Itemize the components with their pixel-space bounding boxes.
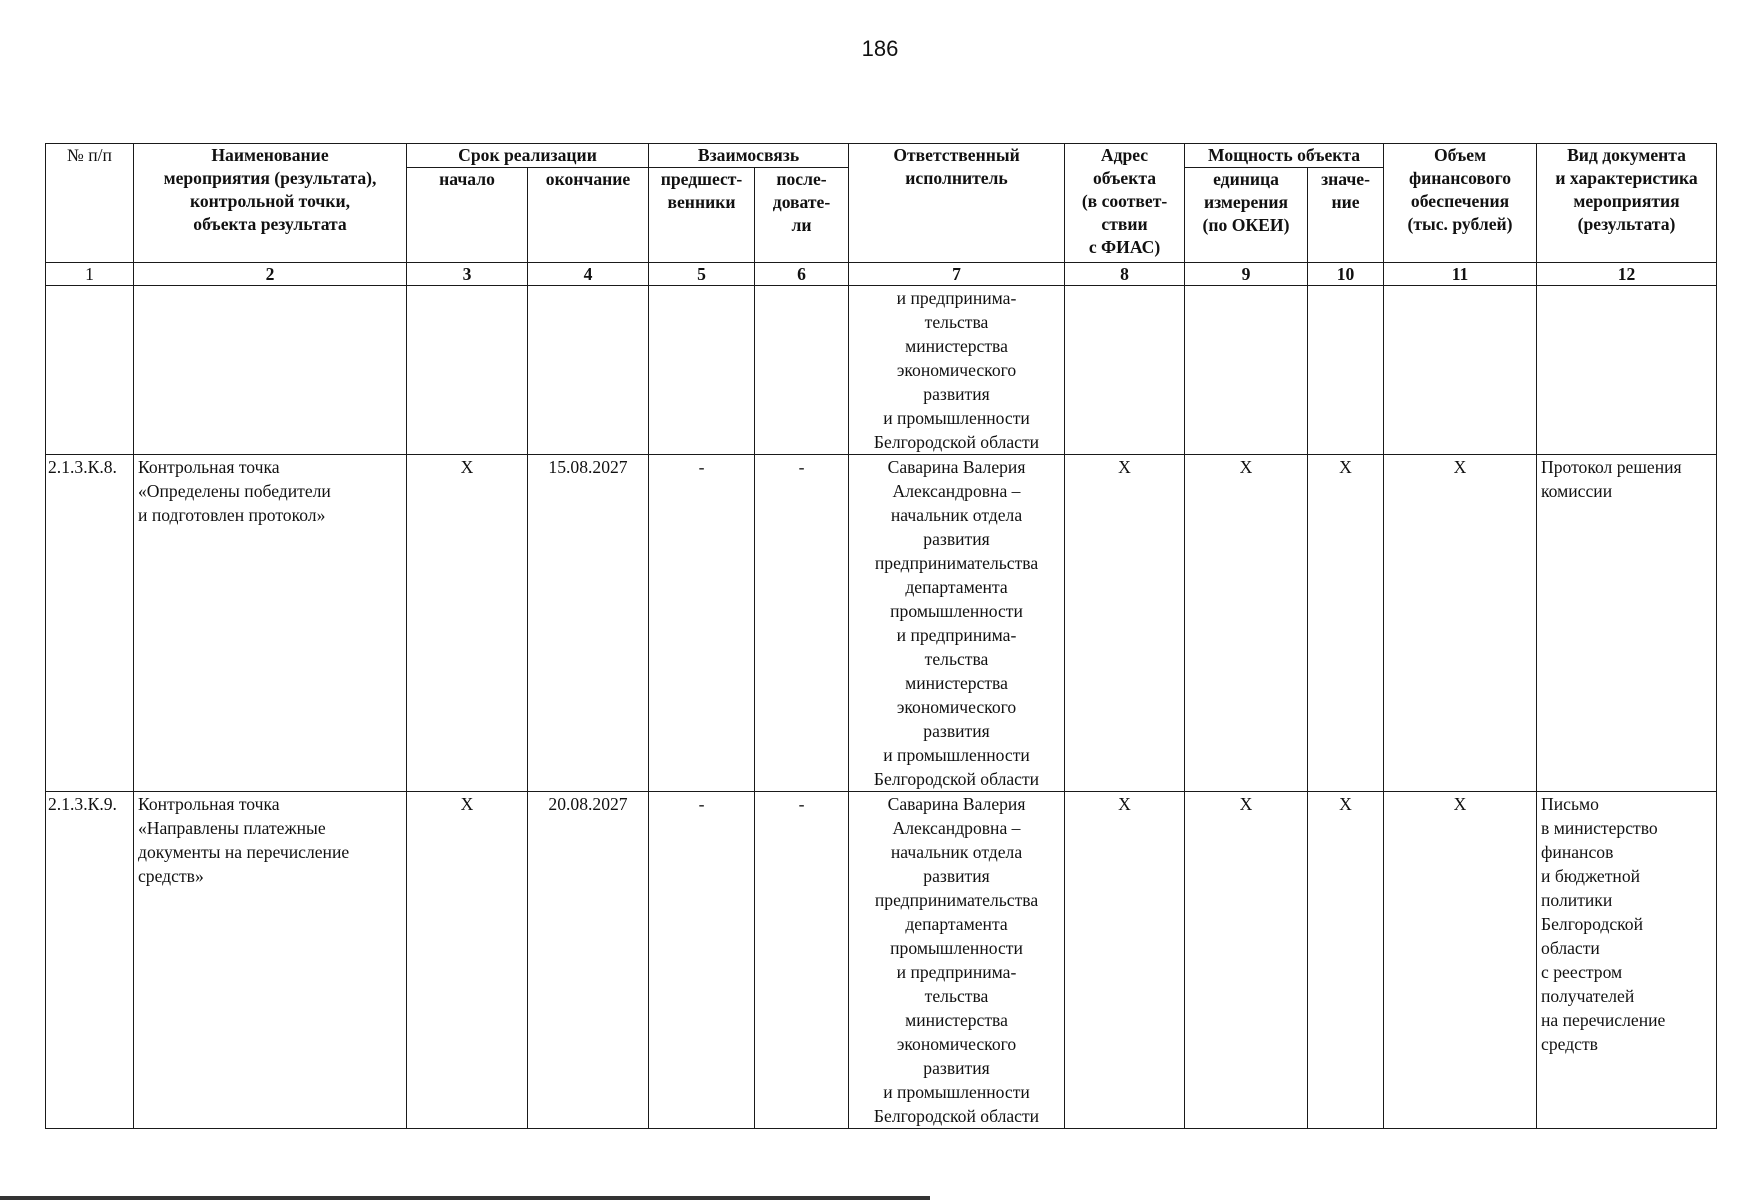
header-unit: единица измерения (по ОКЕИ) [1185,168,1308,263]
cell-name: Контрольная точка «Определены победители и подготовлен протокол» [134,455,407,792]
column-number: 10 [1308,263,1384,286]
cell-successors: - [755,792,849,1129]
cell-end [528,286,649,455]
header-start: начало [407,168,528,263]
column-number: 4 [528,263,649,286]
cell-finance: X [1384,455,1537,792]
cell-num: 2.1.3.К.8. [46,455,134,792]
cell-end: 20.08.2027 [528,792,649,1129]
cell-unit [1185,286,1308,455]
cell-end: 15.08.2027 [528,455,649,792]
cell-predecessors: - [649,792,755,1129]
plan-table [45,143,1717,1129]
cell-name: Контрольная точка «Направлены платежные документы на перечисление средств» [134,792,407,1129]
header-doc-type: Вид документа и характеристика мероприятия (результата) [1537,144,1717,263]
column-number: 8 [1065,263,1185,286]
cell-successors [755,286,849,455]
header-link-group: Взаимосвязь [649,144,849,168]
cell-unit: X [1185,792,1308,1129]
cell-address: X [1065,792,1185,1129]
table-row [46,455,1717,792]
cell-num: 2.1.3.К.9. [46,792,134,1129]
header-value: значе- ние [1308,168,1384,263]
header-finance: Объем финансового обеспечения (тыс. рублей) [1384,144,1537,263]
cell-doc-type [1537,286,1717,455]
header-successors: после- довате- ли [755,168,849,263]
cell-predecessors [649,286,755,455]
column-number: 3 [407,263,528,286]
column-number: 12 [1537,263,1717,286]
cell-value [1308,286,1384,455]
column-number: 11 [1384,263,1537,286]
cell-finance [1384,286,1537,455]
scan-edge-line [0,1196,930,1200]
column-number: 6 [755,263,849,286]
cell-start [407,286,528,455]
table-row [46,792,1717,1129]
header-end: окончание [528,168,649,263]
cell-start: X [407,792,528,1129]
header-address: Адрес объекта (в соответ- ствии с ФИАС) [1065,144,1185,263]
cell-doc-type: Протокол решения комиссии [1537,455,1717,792]
cell-start: X [407,455,528,792]
cell-finance: X [1384,792,1537,1129]
header-capacity-group: Мощность объекта [1185,144,1384,168]
column-number: 5 [649,263,755,286]
column-number: 7 [849,263,1065,286]
cell-doc-type: Письмо в министерство финансов и бюджетной политики Белгородской области с реестром получателей на перечисление средств [1537,792,1717,1129]
header-responsible: Ответственный исполнитель [849,144,1065,263]
cell-predecessors: - [649,455,755,792]
column-number: 1 [46,263,134,286]
header-name: Наименование мероприятия (результата), контрольной точки, объекта результата [134,144,407,263]
header-predecessors: предшест- венники [649,168,755,263]
header-num: № п/п [46,144,134,263]
column-number: 2 [134,263,407,286]
cell-address: X [1065,455,1185,792]
column-number: 9 [1185,263,1308,286]
page-number: 186 [861,36,899,61]
table-row-continuation [46,286,1717,455]
cell-successors: - [755,455,849,792]
cell-responsible: Саварина Валерия Александровна – начальник отдела развития предпринимательства департамента промышленности и предпринима- тельства министерства экономического развития и промышленности Белгородской области [849,455,1065,792]
cell-num [46,286,134,455]
cell-responsible: и предпринима- тельства министерства экономического развития и промышленности Белгородской области [849,286,1065,455]
cell-name [134,286,407,455]
cell-unit: X [1185,455,1308,792]
cell-responsible: Саварина Валерия Александровна – начальник отдела развития предпринимательства департамента промышленности и предпринима- тельства министерства экономического развития и промышленности Белгородской области [849,792,1065,1129]
cell-value: X [1308,455,1384,792]
cell-value: X [1308,792,1384,1129]
header-term-group: Срок реализации [407,144,649,168]
cell-address [1065,286,1185,455]
